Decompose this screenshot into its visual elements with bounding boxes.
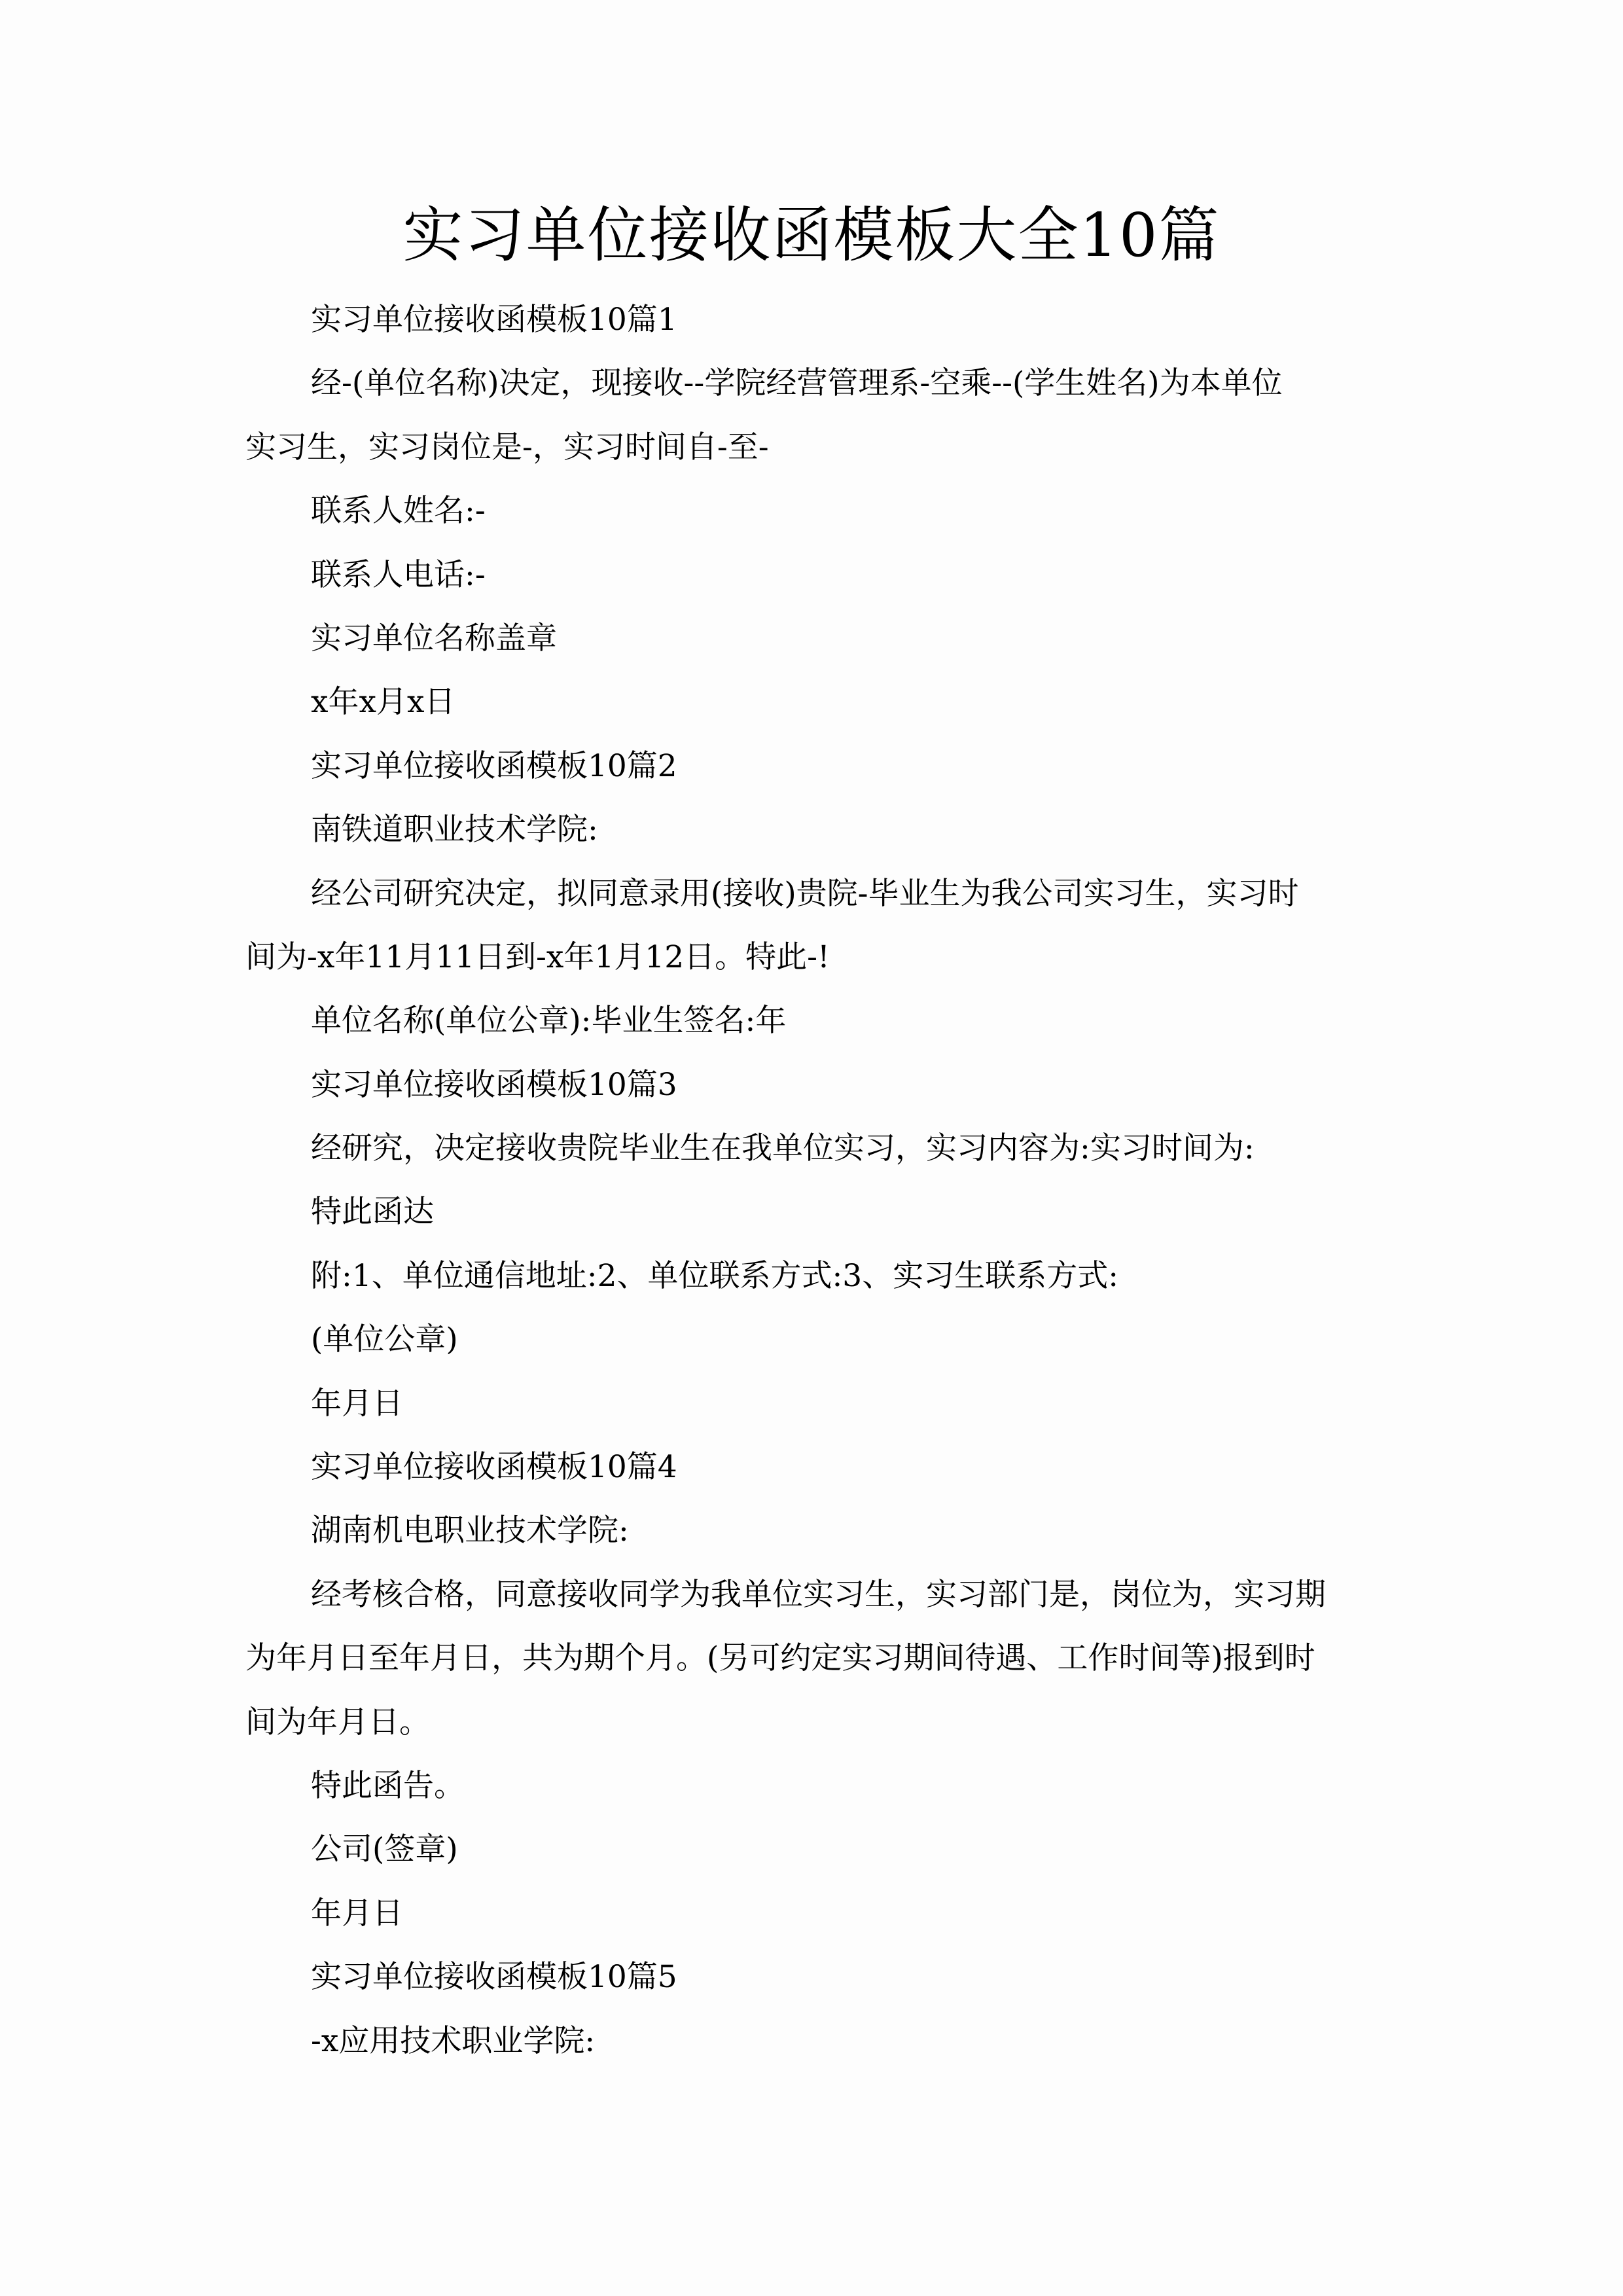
section-heading-1: 实习单位接收函模板10篇1 (311, 302, 677, 338)
contact-phone-line: 联系人电话:- (311, 556, 486, 593)
closing-line: 特此函告。 (311, 1767, 465, 1804)
document-body (245, 288, 1378, 2073)
signature-line: 公司(签章) (311, 1831, 458, 1868)
date-line: 年月日 (311, 1385, 403, 1422)
paragraph-continuation: 间为年月日。 (245, 1704, 430, 1740)
paragraph: 经研究，决定接收贵院毕业生在我单位实习，实习内容为:实习时间为: (311, 1130, 1255, 1167)
paragraph: 经-(单位名称)决定，现接收--学院经营管理系-空乘--(学生姓名)为本单位 (311, 365, 1283, 402)
section-heading-2: 实习单位接收函模板10篇2 (311, 747, 677, 784)
signature-line: 单位名称(单位公章):毕业生签名:年 (311, 1003, 787, 1039)
seal-line: 实习单位名称盖章 (311, 620, 557, 656)
attachment-line: 附:1、单位通信地址:2、单位联系方式:3、实习生联系方式: (311, 1257, 1119, 1294)
date-line: 年月日 (311, 1895, 403, 1931)
date-line: x年x月x日 (311, 684, 455, 721)
addressee-line: 湖南机电职业技术学院: (311, 1513, 629, 1549)
addressee-line: 南铁道职业技术学院: (311, 812, 598, 848)
addressee-line: -x应用技术职业学院: (311, 2022, 596, 2059)
document-title: 实习单位接收函模板大全10篇 (402, 200, 1221, 270)
seal-line: (单位公章) (311, 1321, 458, 1358)
closing-line: 特此函达 (311, 1194, 434, 1230)
paragraph: 经公司研究决定，拟同意录用(接收)贵院-毕业生为我公司实习生，实习时 (311, 875, 1299, 912)
section-heading-3: 实习单位接收函模板10篇3 (311, 1066, 677, 1103)
contact-name-line: 联系人姓名:- (311, 493, 486, 529)
paragraph-continuation: 为年月日至年月日，共为期个月。(另可约定实习期间待遇、工作时间等)报到时 (245, 1640, 1315, 1677)
paragraph-continuation: 实习生，实习岗位是-，实习时间自-至- (245, 429, 769, 465)
section-heading-5: 实习单位接收函模板10篇5 (311, 1959, 677, 1996)
section-heading-4: 实习单位接收函模板10篇4 (311, 1449, 677, 1486)
paragraph-continuation: 间为-x年11月11日到-x年1月12日。特此-! (245, 939, 830, 975)
paragraph: 经考核合格，同意接收同学为我单位实习生，实习部门是，岗位为，实习期 (311, 1576, 1326, 1613)
